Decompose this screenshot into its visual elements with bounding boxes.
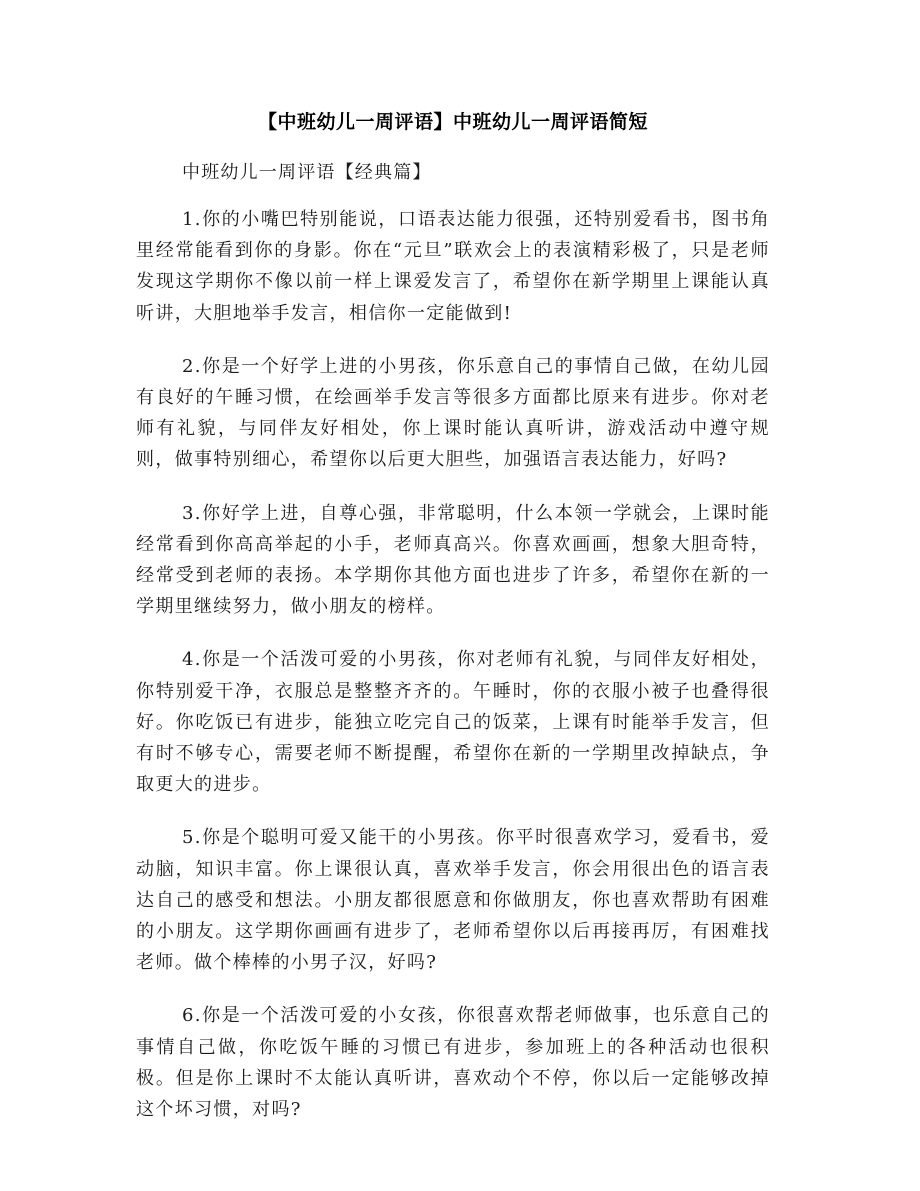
document-body [136, 204, 770, 1147]
document-title: 【中班幼儿一周评语】中班幼儿一周评语简短 [257, 111, 648, 133]
paragraph-2: 2.你是一个好学上进的小男孩，你乐意自己的事情自己做，在幼儿园有良好的午睡习惯，在绘画举手发言等很多方面都比原来有进步。你对老师有礼貌，与同伴友好相处，你上课时能认真听讲，游戏活动中遵守规则，做事特别细心，希望你以后更大胆些，加强语言表达能力，好吗? [136, 355, 770, 471]
paragraph-3: 3.你好学上进，自尊心强，非常聪明，什么本领一学就会，上课时能经常看到你高高举起的小手，老师真高兴。你喜欢画画，想象大胆奇特，经常受到老师的表扬。本学期你其他方面也进步了许多，希望你在新的一学期里继续努力，做小朋友的榜样。 [136, 502, 770, 618]
paragraph-4: 4.你是一个活泼可爱的小男孩，你对老师有礼貌，与同伴友好相处，你特别爱干净，衣服总是整整齐齐的。午睡时，你的衣服小被子也叠得很好。你吃饭已有进步，能独立吃完自己的饭菜，上课有时能举手发言，但有时不够专心，需要老师不断提醒，希望你在新的一学期里改掉缺点，争取更大的进步。 [136, 649, 770, 796]
section-heading: 中班幼儿一周评语【经典篇】 [182, 162, 432, 183]
paragraph-5: 5.你是个聪明可爱又能干的小男孩。你平时很喜欢学习，爱看书，爱动脑，知识丰富。你上课很认真，喜欢举手发言，你会用很出色的语言表达自己的感受和想法。小朋友都很愿意和你做朋友，你也喜欢帮助有困难的小朋友。这学期你画画有进步了，老师希望你以后再接再厉，有困难找老师。做个棒棒的小男子汉，好吗? [136, 827, 770, 974]
paragraph-6: 6.你是一个活泼可爱的小女孩，你很喜欢帮老师做事，也乐意自己的事情自己做，你吃饭午睡的习惯已有进步，参加班上的各种活动也很积极。但是你上课时不太能认真听讲，喜欢动个不停，你以后一定能够改掉这个坏习惯，对吗? [136, 1005, 770, 1121]
paragraph-1: 1.你的小嘴巴特别能说，口语表达能力很强，还特别爱看书，图书角里经常能看到你的身影。你在“元旦”联欢会上的表演精彩极了，只是老师发现这学期你不像以前一样上课爱发言了，希望你在新学期里上课能认真听讲，大胆地举手发言，相信你一定能做到! [136, 209, 770, 324]
